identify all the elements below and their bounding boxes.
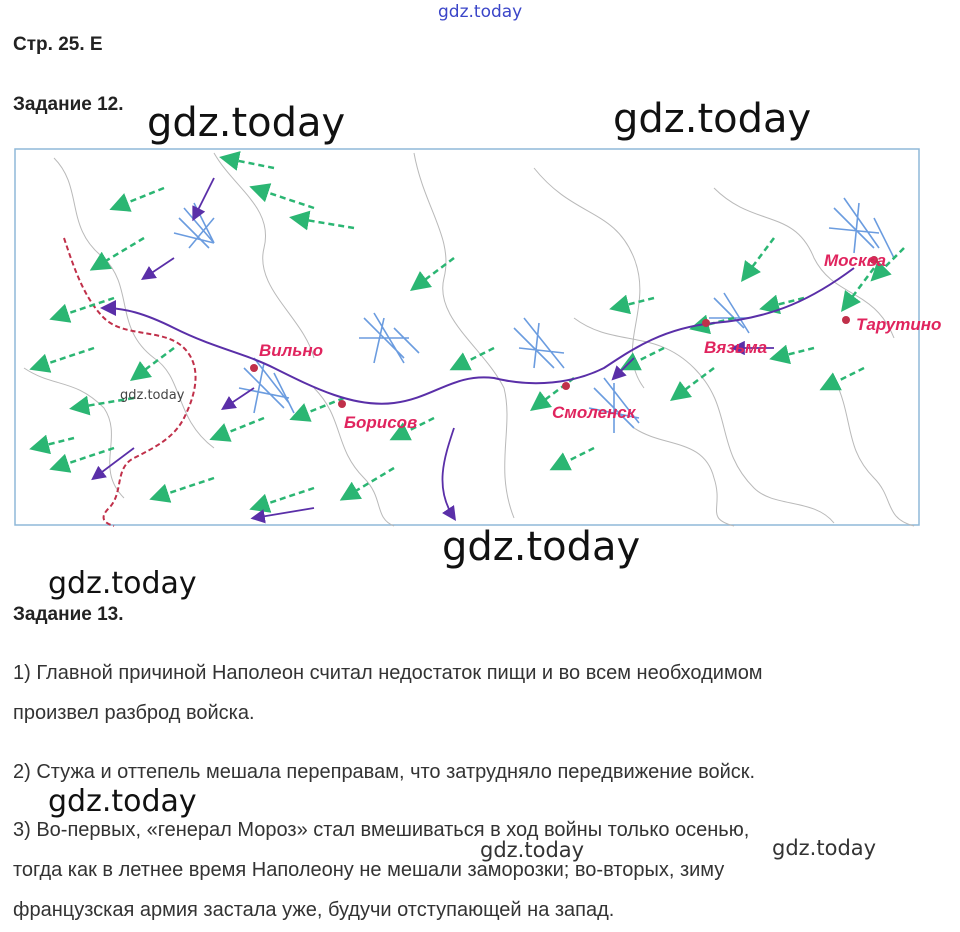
answer-3-line-1: 3) Во-первых, «генерал Мороз» стал вмешиваться в ход войны только осенью, <box>13 819 750 841</box>
answer-1-line-1: 1) Главной причиной Наполеон считал недостаток пищи и во всем необходимом <box>13 662 763 684</box>
task12-heading: Задание 12. <box>13 94 124 115</box>
answer-3-line-2: тогда как в летнее время Наполеону не мешали заморозки; во-вторых, зиму <box>13 859 725 881</box>
city-label-borisov: Борисов <box>344 413 418 432</box>
watermark-answer2: gdz.today <box>48 784 197 819</box>
city-label-moscow: Москва <box>824 251 887 270</box>
vilno-marker <box>250 364 258 372</box>
watermark-below-map: gdz.today <box>442 524 641 570</box>
vyazma-marker <box>702 319 710 327</box>
watermark-top: gdz.today <box>438 2 523 22</box>
watermark-map-small: gdz.today <box>120 388 185 403</box>
answer-3-line-3: французская армия застала уже, будучи отступающей на запад. <box>13 899 615 921</box>
task13-heading: Задание 13. <box>13 604 124 625</box>
borisov-marker <box>338 400 346 408</box>
page-label: Стр. 25. Е <box>13 34 103 55</box>
campaign-map <box>14 148 942 526</box>
city-label-tarutino: Тарутино <box>856 315 942 334</box>
smolensk-marker <box>562 382 570 390</box>
city-label-smolensk: Смоленск <box>552 403 636 422</box>
watermark-map-left: gdz.today <box>147 100 346 146</box>
watermark-answer3-b: gdz.today <box>772 836 877 860</box>
answer-2-line-1: 2) Стужа и оттепель мешала переправам, что затрудняло передвижение войск. <box>13 761 756 783</box>
watermark-map-right: gdz.today <box>613 96 812 142</box>
tarutino-marker <box>842 316 850 324</box>
watermark-answer3-a: gdz.today <box>480 838 585 862</box>
answer-1-line-2: произвел разброд войска. <box>13 702 255 724</box>
map-frame <box>15 149 919 525</box>
city-label-vyazma: Вязьма <box>704 338 768 357</box>
city-label-vilno: Вильно <box>259 341 323 360</box>
watermark-task13: gdz.today <box>48 566 197 601</box>
